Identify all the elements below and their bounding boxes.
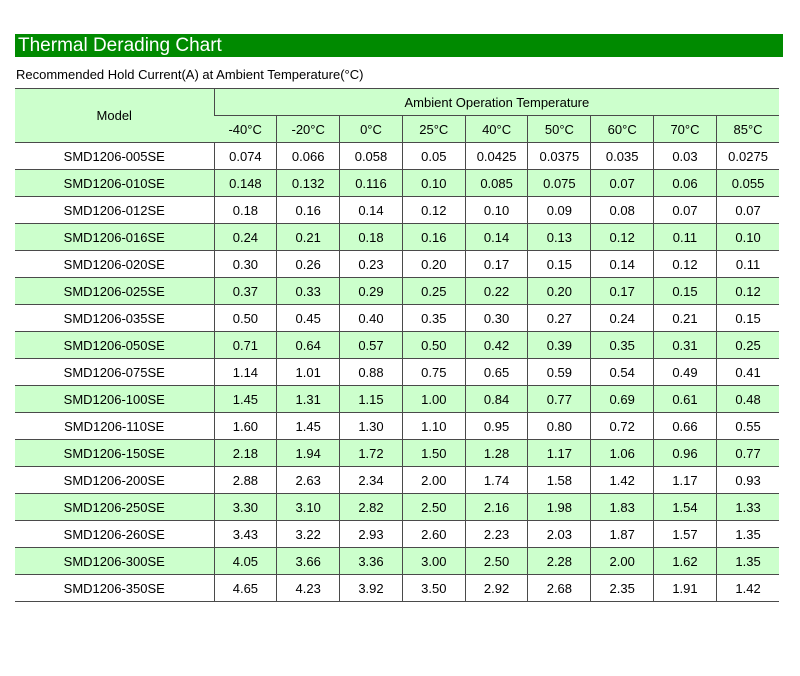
current-value-cell: 0.11 xyxy=(716,251,779,278)
current-value-cell: 2.50 xyxy=(402,494,465,521)
current-value-cell: 2.28 xyxy=(528,548,591,575)
current-value-cell: 0.14 xyxy=(591,251,654,278)
temperature-column-header: -40°C xyxy=(214,116,277,143)
model-cell: SMD1206-035SE xyxy=(15,305,214,332)
current-value-cell: 0.18 xyxy=(340,224,403,251)
current-value-cell: 0.07 xyxy=(654,197,717,224)
current-value-cell: 2.35 xyxy=(591,575,654,602)
current-value-cell: 0.07 xyxy=(591,170,654,197)
current-value-cell: 1.35 xyxy=(716,521,779,548)
current-value-cell: 0.0375 xyxy=(528,143,591,170)
current-value-cell: 0.71 xyxy=(214,332,277,359)
current-value-cell: 0.03 xyxy=(654,143,717,170)
current-value-cell: 0.0275 xyxy=(716,143,779,170)
current-value-cell: 0.35 xyxy=(402,305,465,332)
current-value-cell: 0.066 xyxy=(277,143,340,170)
current-value-cell: 1.50 xyxy=(402,440,465,467)
current-value-cell: 0.10 xyxy=(402,170,465,197)
model-cell: SMD1206-016SE xyxy=(15,224,214,251)
model-cell: SMD1206-005SE xyxy=(15,143,214,170)
current-value-cell: 2.00 xyxy=(591,548,654,575)
chart-title-bar xyxy=(15,34,783,57)
current-value-cell: 0.55 xyxy=(716,413,779,440)
model-column-header: Model xyxy=(15,89,214,143)
table-row xyxy=(15,224,779,251)
current-value-cell: 1.17 xyxy=(528,440,591,467)
model-cell: SMD1206-100SE xyxy=(15,386,214,413)
current-value-cell: 3.43 xyxy=(214,521,277,548)
current-value-cell: 4.05 xyxy=(214,548,277,575)
current-value-cell: 0.14 xyxy=(340,197,403,224)
current-value-cell: 0.61 xyxy=(654,386,717,413)
table-row xyxy=(15,143,779,170)
current-value-cell: 0.21 xyxy=(654,305,717,332)
temperature-column-header: 25°C xyxy=(402,116,465,143)
chart-title: Thermal Derading Chart xyxy=(18,35,222,56)
table-row xyxy=(15,386,779,413)
current-value-cell: 0.23 xyxy=(340,251,403,278)
table-row xyxy=(15,170,779,197)
temperature-column-header: 40°C xyxy=(465,116,528,143)
current-value-cell: 0.06 xyxy=(654,170,717,197)
current-value-cell: 1.28 xyxy=(465,440,528,467)
current-value-cell: 0.49 xyxy=(654,359,717,386)
current-value-cell: 4.23 xyxy=(277,575,340,602)
current-value-cell: 0.13 xyxy=(528,224,591,251)
current-value-cell: 1.91 xyxy=(654,575,717,602)
current-value-cell: 0.035 xyxy=(591,143,654,170)
current-value-cell: 0.14 xyxy=(465,224,528,251)
current-value-cell: 0.12 xyxy=(716,278,779,305)
current-value-cell: 1.14 xyxy=(214,359,277,386)
current-value-cell: 1.45 xyxy=(214,386,277,413)
current-value-cell: 2.18 xyxy=(214,440,277,467)
current-value-cell: 0.77 xyxy=(716,440,779,467)
temperature-group-header: Ambient Operation Temperature xyxy=(214,89,779,116)
current-value-cell: 0.15 xyxy=(654,278,717,305)
current-value-cell: 0.27 xyxy=(528,305,591,332)
current-value-cell: 1.74 xyxy=(465,467,528,494)
current-value-cell: 1.58 xyxy=(528,467,591,494)
model-cell: SMD1206-260SE xyxy=(15,521,214,548)
current-value-cell: 0.21 xyxy=(277,224,340,251)
current-value-cell: 0.80 xyxy=(528,413,591,440)
current-value-cell: 1.83 xyxy=(591,494,654,521)
table-row xyxy=(15,548,779,575)
current-value-cell: 0.59 xyxy=(528,359,591,386)
current-value-cell: 1.60 xyxy=(214,413,277,440)
current-value-cell: 0.17 xyxy=(465,251,528,278)
current-value-cell: 0.64 xyxy=(277,332,340,359)
current-value-cell: 0.12 xyxy=(591,224,654,251)
current-value-cell: 1.87 xyxy=(591,521,654,548)
current-value-cell: 0.16 xyxy=(402,224,465,251)
current-value-cell: 0.12 xyxy=(402,197,465,224)
current-value-cell: 0.57 xyxy=(340,332,403,359)
current-value-cell: 0.39 xyxy=(528,332,591,359)
current-value-cell: 0.35 xyxy=(591,332,654,359)
current-value-cell: 1.31 xyxy=(277,386,340,413)
current-value-cell: 2.88 xyxy=(214,467,277,494)
current-value-cell: 1.42 xyxy=(716,575,779,602)
current-value-cell: 0.42 xyxy=(465,332,528,359)
current-value-cell: 0.72 xyxy=(591,413,654,440)
current-value-cell: 2.93 xyxy=(340,521,403,548)
current-value-cell: 0.96 xyxy=(654,440,717,467)
current-value-cell: 1.33 xyxy=(716,494,779,521)
derating-table xyxy=(15,88,779,602)
header-row-group xyxy=(15,89,779,116)
current-value-cell: 0.24 xyxy=(214,224,277,251)
current-value-cell: 2.03 xyxy=(528,521,591,548)
current-value-cell: 0.65 xyxy=(465,359,528,386)
current-value-cell: 4.65 xyxy=(214,575,277,602)
current-value-cell: 0.31 xyxy=(654,332,717,359)
current-value-cell: 0.29 xyxy=(340,278,403,305)
current-value-cell: 0.33 xyxy=(277,278,340,305)
current-value-cell: 0.50 xyxy=(214,305,277,332)
temperature-column-header: -20°C xyxy=(277,116,340,143)
current-value-cell: 2.34 xyxy=(340,467,403,494)
model-cell: SMD1206-350SE xyxy=(15,575,214,602)
table-row xyxy=(15,197,779,224)
current-value-cell: 1.54 xyxy=(654,494,717,521)
current-value-cell: 3.30 xyxy=(214,494,277,521)
model-cell: SMD1206-020SE xyxy=(15,251,214,278)
current-value-cell: 0.09 xyxy=(528,197,591,224)
current-value-cell: 0.12 xyxy=(654,251,717,278)
current-value-cell: 1.42 xyxy=(591,467,654,494)
current-value-cell: 0.07 xyxy=(716,197,779,224)
current-value-cell: 0.05 xyxy=(402,143,465,170)
current-value-cell: 0.08 xyxy=(591,197,654,224)
table-row xyxy=(15,494,779,521)
table-row xyxy=(15,521,779,548)
current-value-cell: 0.18 xyxy=(214,197,277,224)
current-value-cell: 0.66 xyxy=(654,413,717,440)
model-cell: SMD1206-025SE xyxy=(15,278,214,305)
current-value-cell: 3.50 xyxy=(402,575,465,602)
table-row xyxy=(15,332,779,359)
current-value-cell: 0.69 xyxy=(591,386,654,413)
temperature-column-header: 0°C xyxy=(340,116,403,143)
current-value-cell: 2.92 xyxy=(465,575,528,602)
current-value-cell: 2.63 xyxy=(277,467,340,494)
current-value-cell: 0.88 xyxy=(340,359,403,386)
current-value-cell: 0.37 xyxy=(214,278,277,305)
model-cell: SMD1206-150SE xyxy=(15,440,214,467)
current-value-cell: 0.84 xyxy=(465,386,528,413)
model-cell: SMD1206-250SE xyxy=(15,494,214,521)
model-cell: SMD1206-075SE xyxy=(15,359,214,386)
current-value-cell: 0.95 xyxy=(465,413,528,440)
current-value-cell: 1.00 xyxy=(402,386,465,413)
current-value-cell: 0.25 xyxy=(402,278,465,305)
current-value-cell: 3.92 xyxy=(340,575,403,602)
current-value-cell: 0.075 xyxy=(528,170,591,197)
current-value-cell: 2.16 xyxy=(465,494,528,521)
temperature-column-header: 85°C xyxy=(716,116,779,143)
current-value-cell: 3.00 xyxy=(402,548,465,575)
current-value-cell: 0.15 xyxy=(528,251,591,278)
current-value-cell: 3.66 xyxy=(277,548,340,575)
current-value-cell: 0.16 xyxy=(277,197,340,224)
table-row xyxy=(15,278,779,305)
current-value-cell: 0.24 xyxy=(591,305,654,332)
current-value-cell: 0.30 xyxy=(214,251,277,278)
current-value-cell: 3.10 xyxy=(277,494,340,521)
current-value-cell: 0.058 xyxy=(340,143,403,170)
current-value-cell: 0.132 xyxy=(277,170,340,197)
current-value-cell: 0.10 xyxy=(465,197,528,224)
temperature-column-header: 50°C xyxy=(528,116,591,143)
current-value-cell: 0.41 xyxy=(716,359,779,386)
current-value-cell: 1.62 xyxy=(654,548,717,575)
current-value-cell: 0.54 xyxy=(591,359,654,386)
current-value-cell: 0.20 xyxy=(528,278,591,305)
current-value-cell: 2.60 xyxy=(402,521,465,548)
model-cell: SMD1206-050SE xyxy=(15,332,214,359)
table-row xyxy=(15,305,779,332)
current-value-cell: 2.82 xyxy=(340,494,403,521)
model-cell: SMD1206-012SE xyxy=(15,197,214,224)
current-value-cell: 0.085 xyxy=(465,170,528,197)
current-value-cell: 0.30 xyxy=(465,305,528,332)
current-value-cell: 1.35 xyxy=(716,548,779,575)
current-value-cell: 1.01 xyxy=(277,359,340,386)
current-value-cell: 0.20 xyxy=(402,251,465,278)
current-value-cell: 0.48 xyxy=(716,386,779,413)
current-value-cell: 1.17 xyxy=(654,467,717,494)
current-value-cell: 1.45 xyxy=(277,413,340,440)
table-row xyxy=(15,467,779,494)
current-value-cell: 0.074 xyxy=(214,143,277,170)
model-cell: SMD1206-300SE xyxy=(15,548,214,575)
current-value-cell: 0.93 xyxy=(716,467,779,494)
current-value-cell: 2.68 xyxy=(528,575,591,602)
current-value-cell: 1.15 xyxy=(340,386,403,413)
current-value-cell: 0.26 xyxy=(277,251,340,278)
current-value-cell: 0.45 xyxy=(277,305,340,332)
table-row xyxy=(15,251,779,278)
current-value-cell: 0.055 xyxy=(716,170,779,197)
table-body xyxy=(15,143,779,602)
model-cell: SMD1206-200SE xyxy=(15,467,214,494)
current-value-cell: 0.25 xyxy=(716,332,779,359)
current-value-cell: 0.75 xyxy=(402,359,465,386)
current-value-cell: 2.00 xyxy=(402,467,465,494)
current-value-cell: 1.30 xyxy=(340,413,403,440)
current-value-cell: 1.06 xyxy=(591,440,654,467)
current-value-cell: 0.50 xyxy=(402,332,465,359)
current-value-cell: 0.22 xyxy=(465,278,528,305)
table-subtitle: Recommended Hold Current(A) at Ambient Temperature(°C) xyxy=(16,67,364,82)
current-value-cell: 1.98 xyxy=(528,494,591,521)
current-value-cell: 1.10 xyxy=(402,413,465,440)
current-value-cell: 0.15 xyxy=(716,305,779,332)
current-value-cell: 3.22 xyxy=(277,521,340,548)
current-value-cell: 2.23 xyxy=(465,521,528,548)
table-row xyxy=(15,359,779,386)
current-value-cell: 0.17 xyxy=(591,278,654,305)
table-row xyxy=(15,413,779,440)
current-value-cell: 0.148 xyxy=(214,170,277,197)
model-cell: SMD1206-110SE xyxy=(15,413,214,440)
current-value-cell: 1.72 xyxy=(340,440,403,467)
table-row xyxy=(15,575,779,602)
current-value-cell: 0.77 xyxy=(528,386,591,413)
current-value-cell: 0.116 xyxy=(340,170,403,197)
model-cell: SMD1206-010SE xyxy=(15,170,214,197)
temperature-column-header: 70°C xyxy=(654,116,717,143)
current-value-cell: 0.40 xyxy=(340,305,403,332)
temperature-column-header: 60°C xyxy=(591,116,654,143)
current-value-cell: 1.94 xyxy=(277,440,340,467)
current-value-cell: 2.50 xyxy=(465,548,528,575)
current-value-cell: 0.11 xyxy=(654,224,717,251)
current-value-cell: 3.36 xyxy=(340,548,403,575)
current-value-cell: 0.0425 xyxy=(465,143,528,170)
current-value-cell: 0.10 xyxy=(716,224,779,251)
current-value-cell: 1.57 xyxy=(654,521,717,548)
table-row xyxy=(15,440,779,467)
